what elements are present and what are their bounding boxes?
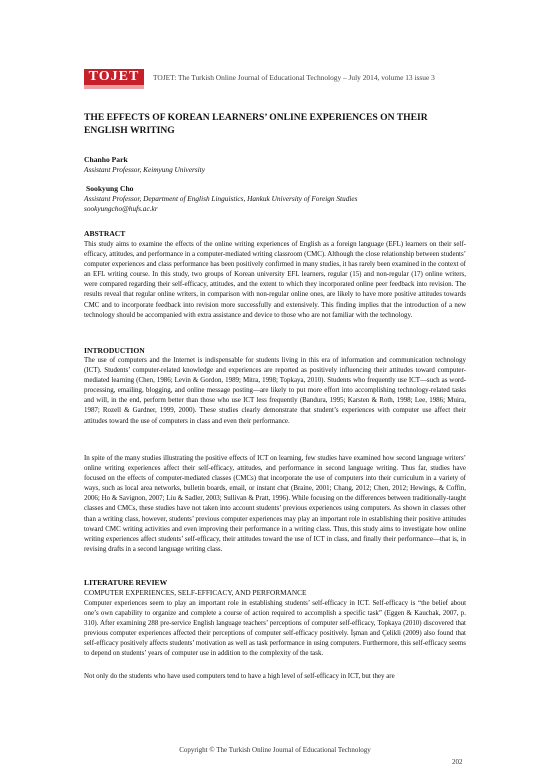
author-name-1: Chanho Park <box>84 155 128 164</box>
abstract-text: This study aims to examine the effects of the online writing experiences of English as a foreign language (EFL) learners on their self-efficacy, attitudes, and performance in a computer-mediated writing classroom (CMC). Although the close relationship between students’ computer experiences and class performance has been positively confirmed in many studies, it has rarely been examined in the context of an EFL writing course. In this study, two groups of Korean university EFL learners, regular (15) and non-regular (17) online writers, were compared regarding their self-efficacy, attitudes, and the extent to which they incorporated online peer feedback into revision. The results reveal that regular online writers, in comparison with non-regular online ones, are likely to have more positive attitudes towards CMC and to incorporate feedback into revision more successfully and extensively. This finding implies that the introduction of a new technology should be accompanied with extra assistance and device to those who are not familiar with the technology. <box>84 240 466 319</box>
abstract-heading: ABSTRACT <box>84 229 126 238</box>
running-header: TOJET: The Turkish Online Journal of Educational Technology – July 2014, volume 13 issue 3 <box>153 73 435 82</box>
literature-paragraph-1: Computer experiences seem to play an important role in establishing students’ self-efficacy in ICT. Self-efficacy is “the belief about one’s own capability to organize and complete a course of action required to accomplish a specific task” (Eggen & Kauchak, 2007, p. 310). After examining 288 pre-service English language teachers’ perceptions of computer self-efficacy, Topkaya (2010) discovered that previous computer experiences affected their perceptions of computer self-efficacy positively. İşman and Çelikli (2009) also found that self-efficacy positively affects students’ motivation as well as task performance in using computers. Furthermore, this self-efficacy seems to depend on students’ years of computer use in addition to the complexity of the task. <box>84 599 466 658</box>
introduction-heading: INTRODUCTION <box>84 346 145 355</box>
author-email: sookyungcho@hufs.ac.kr <box>84 204 158 213</box>
author-affiliation-2: Assistant Professor, Department of English Linguistics, Hankuk University of Foreign Studies <box>84 194 358 203</box>
copyright-footer: Copyright © The Turkish Online Journal of Educational Technology <box>179 746 371 754</box>
journal-logo <box>84 69 144 89</box>
introduction-paragraph-2: In spite of the many studies illustrating the positive effects of ICT on learning, few studies have examined how second language writers’ online writing experiences affect their self-efficacy, attitudes, and performance in second language writing. Thus far, studies have focused on the effects of computer-mediated classes (CMCs) that incorporate the use of computers into their curriculum in a variety of ways, such as local area networks, bulletin boards, email, or instant chat (Braine, 2001; Chang, 2012; Chen, 2012; Hewings, & Coffin, 2006; Ho & Savignon, 2007; Liu & Sadler, 2003; Sullivan & Pratt, 1996). While focusing on the differences between traditionally-taught classes and CMCs, these studies have not taken into account students’ previous experiences using computers. As shown in classes other than a writing class, however, students’ previous computer experiences may play an important role in establishing their positive attitudes toward CMC writing activities and even improving their performance in a writing class. Thus, this study aims to investigate how online writing experiences affect students’ self-efficacy, their attitudes toward the use of ICT in class, and finally their performance—that is, in revising drafts in a second language writing class. <box>84 454 466 553</box>
logo-text: TOJET <box>88 69 140 84</box>
author-name-2: Sookyung Cho <box>86 184 134 193</box>
author-affiliation-1: Assistant Professor, Keimyung University <box>84 165 205 174</box>
page-number: 202 <box>452 758 463 766</box>
logo-underbar <box>84 85 144 89</box>
literature-review-heading: LITERATURE REVIEW <box>84 578 168 587</box>
introduction-paragraph-1: The use of computers and the Internet is indispensable for students living in this era of information and communication technology (ICT). Students’ computer-related knowledge and experiences are reported as positively influencing their attitudes toward computer-mediated learning (Chen, 1986; Levin & Gordon, 1989; Mitra, 1998; Topkaya, 2010). Students who frequently use ICT—such as word-processing, emailing, blogging, and online message posting—are likely to put more effort into accomplishing technology-related tasks and will, in the end, perform better than those who use ICT less frequently (Bandura, 1995; Karsten & Roth, 1998; Lee, 1986; Muira, 1987; Rozell & Gardner, 1999, 2000). These studies clearly demonstrate that student’s experiences with computer use affect their attitudes toward the use of computers in class and even their performance. <box>84 356 466 425</box>
paper-title: THE EFFECTS OF KOREAN LEARNERS’ ONLINE EXPERIENCES ON THEIR ENGLISH WRITING <box>84 112 428 136</box>
literature-paragraph-2: Not only do the students who have used computers tend to have a high level of self-efficacy in ICT, but they are <box>84 672 395 680</box>
literature-subheading: COMPUTER EXPERIENCES, SELF-EFFICACY, AND PERFORMANCE <box>84 588 307 597</box>
